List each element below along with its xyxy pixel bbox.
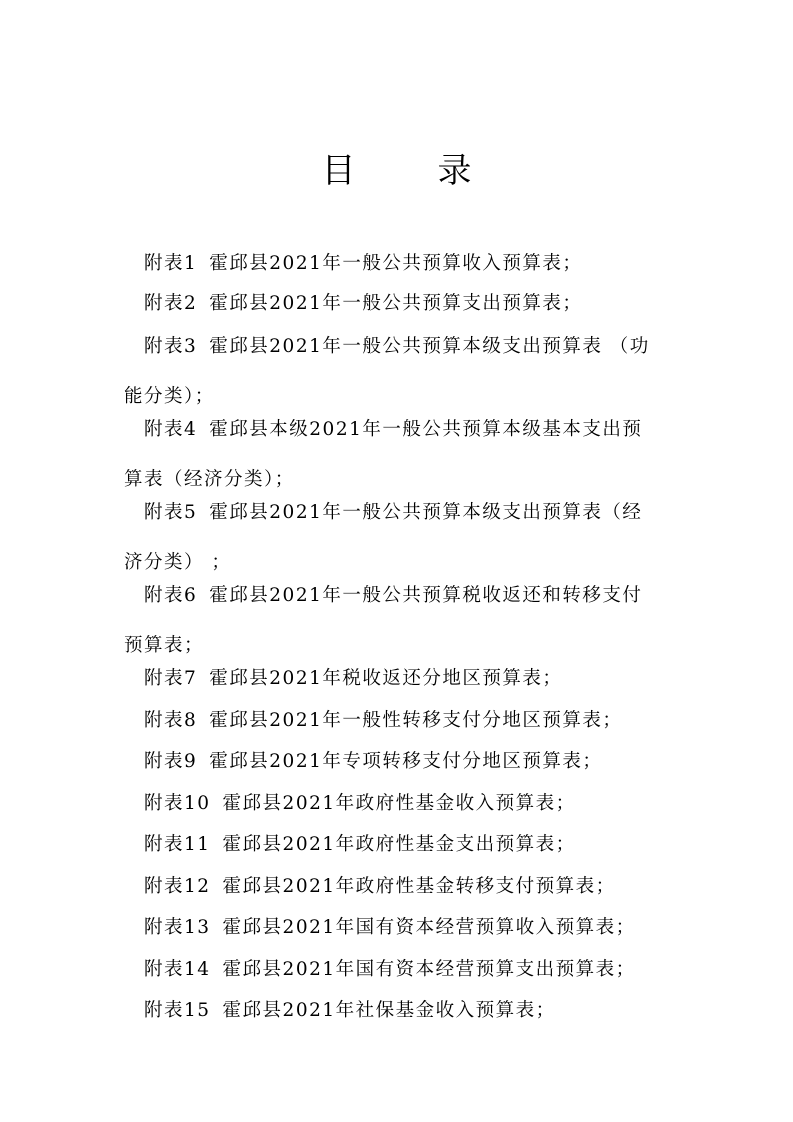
toc-entry-label: 附表7 — [144, 668, 198, 689]
toc-entry-label: 附表12 — [144, 876, 211, 897]
toc-entry-label: 附表15 — [144, 1000, 211, 1021]
toc-entry-4 — [124, 415, 672, 495]
title-char-left: 目 — [321, 151, 356, 191]
toc-entry-11 — [124, 830, 672, 860]
toc-entry-14 — [124, 955, 672, 985]
toc-entry-15 — [124, 996, 672, 1026]
toc-entry-2 — [124, 289, 672, 319]
toc-entry-label: 附表4 — [144, 419, 198, 440]
toc-entry-text: 霍邱县本级2021年一般公共预算本级基本支出预 — [209, 419, 643, 440]
toc-entry-continuation: 能分类）； — [124, 386, 215, 407]
toc-entry-label: 附表9 — [144, 751, 198, 772]
toc-entry-12 — [124, 872, 672, 902]
toc-entry-text: 霍邱县2021年税收返还分地区预算表； — [209, 668, 563, 689]
toc-entry-text: 霍邱县2021年政府性基金支出预算表； — [222, 834, 576, 855]
toc-entry-label: 附表5 — [144, 502, 198, 523]
toc-entry-text: 霍邱县2021年国有资本经营预算支出预算表； — [222, 959, 636, 980]
toc-entry-8 — [124, 706, 672, 736]
toc-entry-continuation: 预算表； — [124, 635, 205, 656]
toc-entry-label: 附表13 — [144, 917, 211, 938]
toc-entry-13 — [124, 913, 672, 943]
toc-entry-6 — [124, 581, 672, 661]
toc-entry-text: 霍邱县2021年一般公共预算收入预算表； — [209, 253, 583, 274]
toc-entry-text: 霍邱县2021年专项转移支付分地区预算表； — [209, 751, 603, 772]
toc-entry-text: 霍邱县2021年社保基金收入预算表； — [222, 1000, 556, 1021]
toc-entry-5 — [124, 498, 672, 578]
toc-entry-9 — [124, 747, 672, 777]
toc-entry-label: 附表8 — [144, 710, 198, 731]
toc-entry-text: 霍邱县2021年一般公共预算本级支出预算表（经 — [209, 502, 643, 523]
toc-entry-1 — [124, 249, 672, 279]
toc-entry-text: 霍邱县2021年政府性基金转移支付预算表； — [222, 876, 616, 897]
toc-entry-text: 霍邱县2021年一般公共预算本级支出预算表 （功 — [209, 336, 650, 357]
toc-entry-label: 附表6 — [144, 585, 198, 606]
toc-entry-label: 附表11 — [144, 834, 211, 855]
toc-entry-3 — [124, 332, 672, 412]
toc-entry-10 — [124, 789, 672, 819]
toc-entry-text: 霍邱县2021年一般公共预算支出预算表； — [209, 293, 583, 314]
toc-entry-label: 附表1 — [144, 253, 198, 274]
toc-entry-label: 附表10 — [144, 793, 211, 814]
toc-entry-continuation: 算表（经济分类）； — [124, 469, 295, 490]
toc-entry-text: 霍邱县2021年一般公共预算税收返还和转移支付 — [209, 585, 643, 606]
toc-entry-7 — [124, 664, 672, 694]
toc-entry-text: 霍邱县2021年国有资本经营预算收入预算表； — [222, 917, 636, 938]
toc-entry-label: 附表14 — [144, 959, 211, 980]
toc-entry-text: 霍邱县2021年政府性基金收入预算表； — [222, 793, 576, 814]
toc-entry-label: 附表3 — [144, 336, 198, 357]
toc-entry-label: 附表2 — [144, 293, 198, 314]
title-char-right: 录 — [437, 151, 472, 191]
toc-entry-text: 霍邱县2021年一般性转移支付分地区预算表； — [209, 710, 623, 731]
toc-entry-continuation: 济分类） ； — [124, 552, 232, 573]
